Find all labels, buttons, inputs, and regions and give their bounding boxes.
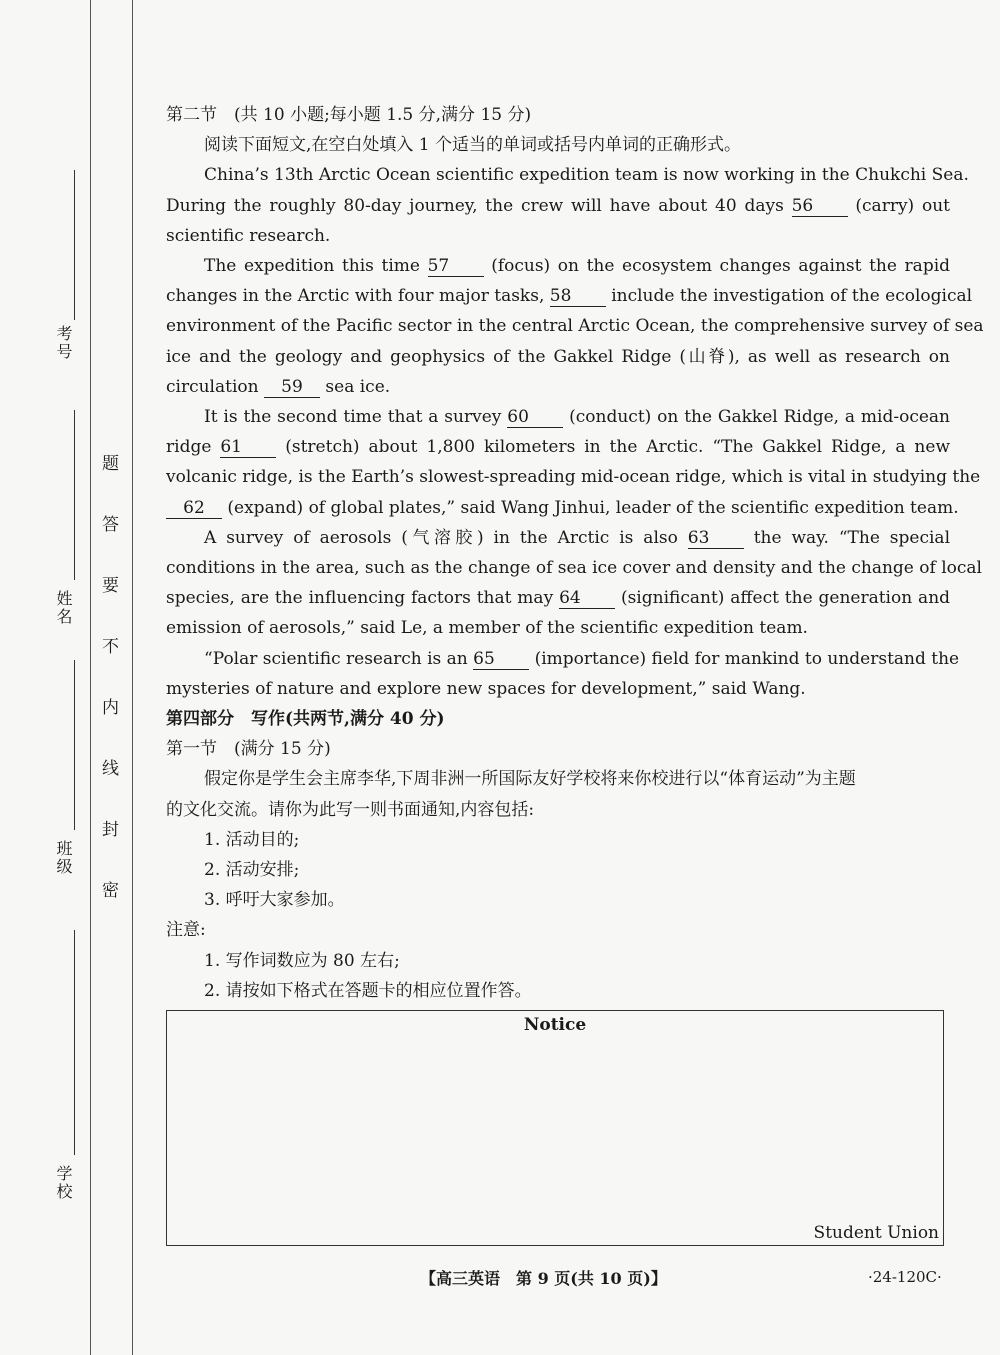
binding-line-outer [90,0,91,1355]
passage-line: emission of aerosols,” said Le, a member of the scientific expedition team. [166,618,808,639]
blank-59[interactable]: 59 [264,377,320,398]
section-2-instruction: 阅读下面短文,在空白处填入 1 个适当的单词或括号内单词的正确形式。 [204,135,742,156]
note-item: 2. 请按如下格式在答题卡的相应位置作答。 [204,980,532,1001]
passage-line: ice and the geology and geophysics of the Gakkel Ridge (山脊), as well as research on [166,346,950,367]
passage-line: species, are the influencing factors that may 64 (significant) affect the generation and [166,588,951,609]
name-field[interactable] [74,410,75,580]
exam-content [166,100,984,1006]
passage-line: environment of the Pacific sector in the central Arctic Ocean, the comprehensive survey of sea [166,316,984,337]
seal-char: 封 [102,820,119,840]
exam-number-label: 考号 [54,325,73,361]
note-item: 1. 写作词数应为 80 左右; [204,950,400,971]
blank-62[interactable]: 62 [166,498,222,519]
writing-item: 2. 活动安排; [204,860,300,881]
section-2-header: 第二节 (共 10 小题;每小题 1.5 分,满分 15 分) [166,105,532,125]
seal-char: 内 [102,698,119,718]
passage-line: changes in the Arctic with four major tasks, 58 include the investigation of the ecological [166,286,973,307]
passage-line: mysteries of nature and explore new spaces for development,” said Wang. [166,678,806,699]
passage-line: The expedition this time 57 (focus) on the ecosystem changes against the rapid [204,256,951,277]
passage-line: “Polar scientific research is an 65 (importance) field for mankind to understand the [204,648,960,669]
page-footer: 【高三英语 第 9 页(共 10 页)】 [420,1269,667,1288]
blank-63[interactable]: 63 [688,528,744,549]
passage-line: During the roughly 80-day journey, the crew will have about 40 days 56 (carry) out [166,195,950,216]
school-field[interactable] [74,930,75,1155]
blank-58[interactable]: 58 [550,286,606,307]
passage-line: It is the second time that a survey 60 (conduct) on the Gakkel Ridge, a mid-ocean [204,407,951,428]
passage-line: ridge 61 (stretch) about 1,800 kilometers in the Arctic. “The Gakkel Ridge, a new [166,437,950,458]
notice-title: Notice [523,1015,587,1035]
writing-prompt: 的文化交流。请你为此写一则书面通知,内容包括: [166,799,535,820]
seal-char: 不 [102,637,119,657]
blank-61[interactable]: 61 [220,437,276,458]
name-label: 姓名 [54,590,73,626]
note-label: 注意: [166,920,206,941]
binding-line-inner [132,0,133,1355]
passage-line: 62 (expand) of global plates,” said Wang Jinhui, leader of the scientific expedition team. [166,493,950,523]
seal-char: 题 [102,454,119,474]
blank-57[interactable]: 57 [428,256,484,277]
passage-line: A survey of aerosols (气溶胶) in the Arctic is also 63 the way. “The special [204,527,951,548]
writing-prompt: 假定你是学生会主席李华,下周非洲一所国际友好学校将来你校进行以“体育运动”为主题 [204,769,856,790]
writing-item: 1. 活动目的; [204,829,300,850]
seal-char: 密 [102,881,119,901]
notice-answer-box[interactable] [166,1010,944,1246]
passage-line: China’s 13th Arctic Ocean scientific expedition team is now working in the Chukchi Sea. [204,165,969,186]
passage-line: circulation 59 sea ice. [166,376,391,397]
writing-item: 3. 呼吁大家参加。 [204,890,345,911]
notice-signature: Student Union [813,1223,939,1243]
blank-60[interactable]: 60 [507,407,563,428]
passage-line: scientific research. [166,225,331,246]
blank-65[interactable]: 65 [473,649,529,670]
seal-char: 要 [102,576,119,596]
blank-56[interactable]: 56 [792,196,848,217]
school-label: 学校 [54,1165,73,1201]
passage-line: volcanic ridge, is the Earth’s slowest-spreading mid-ocean ridge, which is vital in studying the [166,467,981,488]
seal-char: 线 [102,759,119,779]
seal-char: 答 [102,515,119,535]
part-4-header: 第四部分 写作(共两节,满分 40 分) [166,709,445,730]
passage-line: conditions in the area, such as the change of sea ice cover and density and the change of local [166,558,982,579]
blank-64[interactable]: 64 [559,588,615,609]
class-label: 班级 [54,840,73,876]
exam-code: ·24-120C· [868,1268,942,1286]
exam-number-field[interactable] [74,170,75,320]
class-field[interactable] [74,660,75,830]
writing-section-1-header: 第一节 (满分 15 分) [166,739,331,760]
